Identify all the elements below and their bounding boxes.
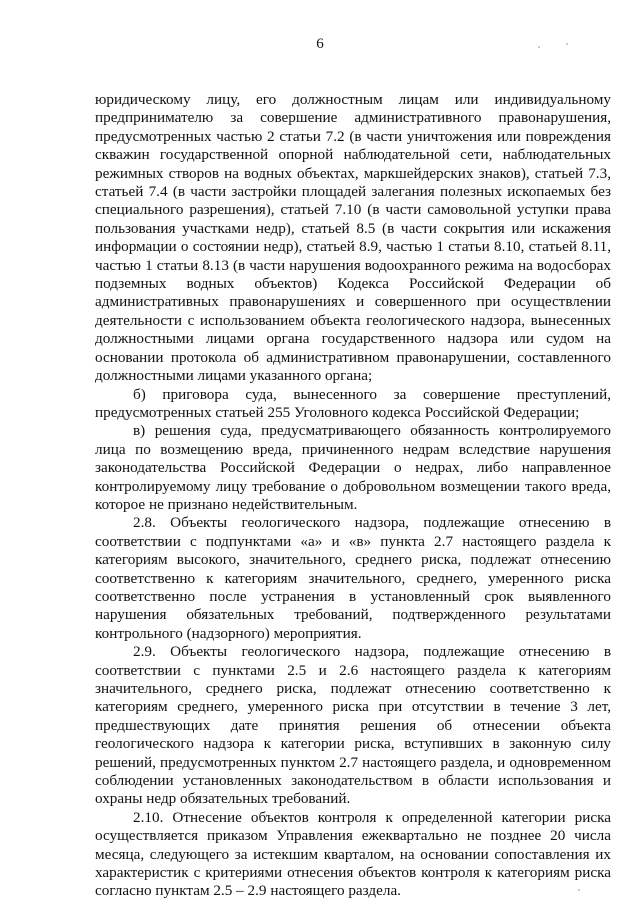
page-number: 6	[316, 36, 324, 52]
paragraph-2-8: 2.8. Объекты геологического надзора, подлежащие отнесению в соответствии с подпунктами «а» и «в» пункта 2.7 настоящего раздела к категориям высокого, значительного, среднего риска, подлежат отнесению соответственно к категориям значительного, среднего, умеренного риска соответственно после устранения в установленный срок выявленного нарушения обязательных требований, подтвержденного результатами контрольного (надзорного) мероприятия.	[95, 514, 611, 642]
paragraph-item-b: б) приговора суда, вынесенного за совершение преступлений, предусмотренных статьей 255 Уголовного кодекса Российской Федерации;	[95, 385, 611, 421]
scan-speck	[538, 46, 540, 48]
paragraph-item-v: в) решения суда, предусматривающего обязанность контролируемого лица по возмещению вреда, причиненного недрам вследствие нарушения законодательства Российской Федерации о недрах, либо направленное контролируемому лицу требование о добровольном возмещении такого вреда, которое не признано недействительным.	[95, 422, 611, 513]
paragraph-2-9: 2.9. Объекты геологического надзора, подлежащие отнесению в соответствии с пунктами 2.5 и 2.6 настоящего раздела к категориям значительного, среднего риска, подлежат отнесению соответственно к категориям среднего, умеренного риска при отсутствии в течение 3 лет, предшествующих дате принятия решения об отнесении объекта геологического надзора к категории риска, вступивших в законную силу решений, предусмотренных пунктом 2.7 настоящего раздела, и одновременном соблюдении установленных законодательством в области использования и охраны недр обязательных требований.	[95, 643, 611, 808]
scan-speck	[578, 889, 580, 891]
scan-speck	[566, 43, 568, 45]
paragraph-2-10: 2.10. Отнесение объектов контроля к определенной категории риска осуществляется приказом Управления ежеквартально не позднее 20 числа месяца, следующего за истекшим кварталом, на основании сопоставления их характеристик с критериями отнесения объектов контроля к категориям риска согласно пунктам 2.5 – 2.9 настоящего раздела.	[95, 808, 611, 900]
paragraph-continuation: юридическому лицу, его должностным лицам или индивидуальному предпринимателю за совершение административного правонарушения, предусмотренных частью 2 статьи 7.2 (в части уничтожения или повреждения скважин государственной опорной наблюдательной сети, наблюдательных режимных створов на водных объектах, маркшейдерских знаков), статьей 7.3, статьей 7.4 (в части застройки площадей залегания полезных ископаемых без специального разрешения), статьей 7.10 (в части самовольной уступки права пользования участками недр), статьей 8.5 (в части сокрытия или искажения информации о состоянии недр), статьей 8.9, частью 1 статьи 8.10, статьей 8.11, частью 1 статьи 8.13 (в части нарушения водоохранного режима на водосборах подземных водных объектов) Кодекса Российской Федерации об административных правонарушениях и совершенного при осуществлении деятельности с использованием объекта геологического надзора, вынесенных должностными лицами органа государственного надзора или судом на основании протокола об административном правонарушении, составленного должностными лицами указанного органа;	[95, 91, 611, 385]
document-body	[95, 91, 611, 901]
